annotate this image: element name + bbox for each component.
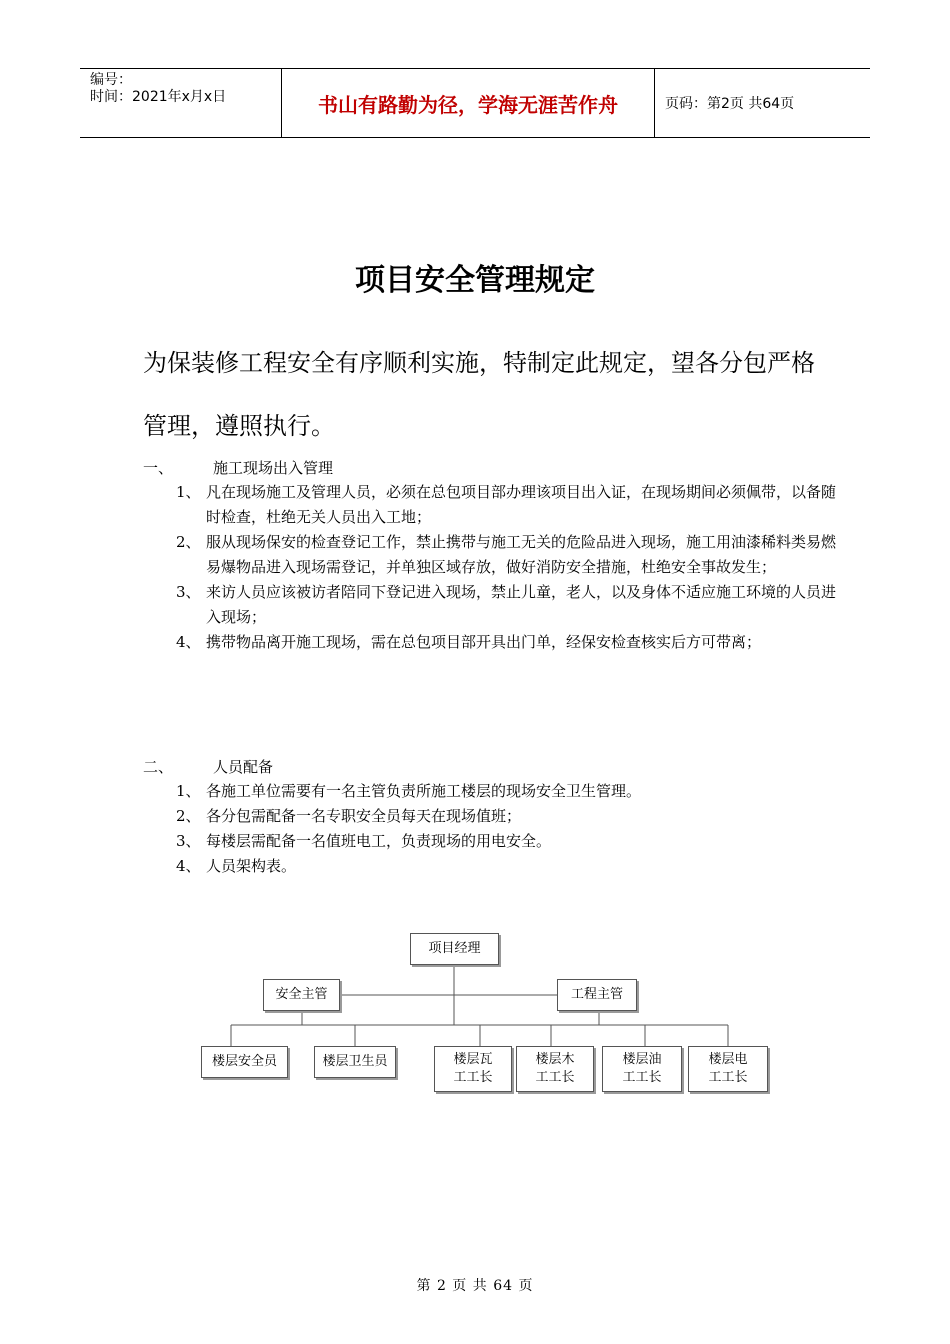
org-box-floor-mason-foreman: 楼层瓦工工长 <box>434 1046 512 1092</box>
org-box-floor-electrician-foreman: 楼层电工工长 <box>688 1046 768 1092</box>
page-footer: 第 2 页 共 64 页 <box>416 1278 534 1294</box>
section-title: 人员配备 <box>213 758 274 776</box>
org-box-safety-head: 安全主管 <box>263 979 340 1011</box>
section-heading <box>143 456 846 480</box>
list-item <box>176 804 846 829</box>
item-number: 4、 <box>176 633 201 651</box>
item-text: 各分包需配备一名专职安全员每天在现场值班； <box>206 807 522 825</box>
document-title: 项目安全管理规定 <box>355 263 595 298</box>
intro-paragraph: 为保装修工程安全有序顺利实施，特制定此规定，望各分包严格管理，遵照执行。 <box>143 349 815 440</box>
document-header <box>80 68 870 138</box>
page-info: 页码：第2页 共64页 <box>665 96 795 112</box>
section-staffing <box>143 755 846 879</box>
section-title: 施工现场出入管理 <box>213 459 334 477</box>
item-text: 凡在现场施工及管理人员，必须在总包项目部办理该项目出入证，在现场期间必须佩带，以备随时检查，杜绝无关人员出入工地； <box>206 483 837 526</box>
item-number: 2、 <box>176 807 201 825</box>
item-text: 各施工单位需要有一名主管负责所施工楼层的现场安全卫生管理。 <box>206 782 642 800</box>
item-number: 3、 <box>176 832 201 850</box>
section-heading <box>143 755 846 779</box>
list-item <box>176 854 846 879</box>
list-item <box>176 480 846 530</box>
list-item <box>176 530 846 580</box>
header-meta <box>80 69 281 137</box>
item-number: 3、 <box>176 583 201 601</box>
item-text: 每楼层需配备一名值班电工，负责现场的用电安全。 <box>206 832 552 850</box>
item-text: 服从现场保安的检查登记工作，禁止携带与施工无关的危险品进入现场，施工用油漆稀料类易燃易爆物品进入现场需登记，并单独区域存放，做好消防安全措施，杜绝安全事故发生； <box>206 533 837 576</box>
motto: 书山有路勤为径，学海无涯苦作舟 <box>318 92 618 117</box>
item-text: 人员架构表。 <box>206 857 297 875</box>
org-box-engineering-head: 工程主管 <box>557 979 637 1011</box>
org-box-floor-sanitation-officer: 楼层卫生员 <box>314 1046 396 1078</box>
org-box-floor-safety-officer: 楼层安全员 <box>201 1046 288 1078</box>
item-number: 4、 <box>176 857 201 875</box>
code-label: 编号： <box>90 72 132 88</box>
item-number: 1、 <box>176 782 201 800</box>
list-item <box>176 779 846 804</box>
org-box-project-manager: 项目经理 <box>410 933 499 965</box>
org-box-floor-carpenter-foreman: 楼层木工工长 <box>516 1046 594 1092</box>
org-box-floor-painter-foreman: 楼层油工工长 <box>602 1046 682 1092</box>
section-number: 一、 <box>143 459 174 477</box>
section-number: 二、 <box>143 758 174 776</box>
list-item <box>176 630 846 655</box>
date-label: 时间：2021年x月x日 <box>90 89 227 105</box>
list-item <box>176 580 846 630</box>
org-chart <box>195 930 775 1100</box>
item-text: 携带物品离开施工现场，需在总包项目部开具出门单，经保安检查核实后方可带离； <box>206 633 762 651</box>
header-motto-cell <box>281 69 655 137</box>
item-number: 1、 <box>176 483 201 501</box>
list-item <box>176 829 846 854</box>
item-number: 2、 <box>176 533 201 551</box>
header-page-info <box>655 69 870 137</box>
section-entry-management <box>143 456 846 655</box>
item-text: 来访人员应该被访者陪同下登记进入现场，禁止儿童，老人，以及身体不适应施工环境的人员进入现场； <box>206 583 837 626</box>
